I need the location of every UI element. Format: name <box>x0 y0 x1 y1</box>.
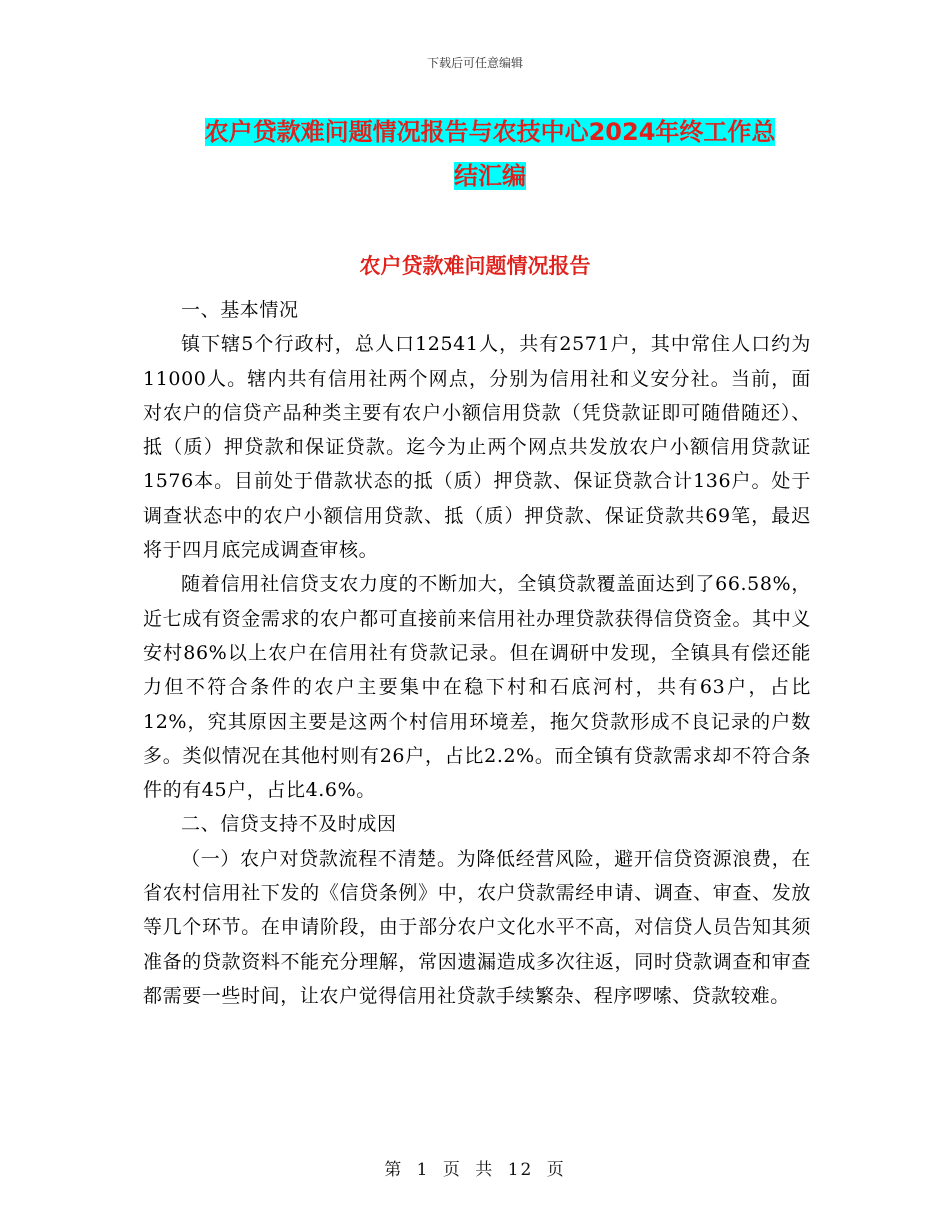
heading-basic-situation: 一、基本情况 <box>181 299 299 321</box>
footer-total-unit: 页 <box>546 1160 566 1180</box>
section-title: 农户贷款难问题情况报告 <box>359 254 591 278</box>
footer-page-label: 第 <box>384 1160 404 1180</box>
document-title <box>140 110 840 198</box>
document-body <box>143 293 811 1013</box>
document-title-line-1: 农户贷款难问题情况报告与农技中心2024年终工作总 <box>204 118 776 146</box>
footer-page-number: 1 <box>416 1160 430 1180</box>
paragraph-process: （一）农户对贷款流程不清楚。为降低经营风险，避开信贷资源浪费，在省农村信用社下发的《信贷条例》中，农户贷款需经申请、调查、审查、发放等几个环节。在申请阶段，由于部分农户文化水平不高，对信贷人员告知其须准备的贷款资料不能充分理解，常因遗漏造成多次往返，同时贷款调查和审查都需要一些时间，让农户觉得信用社贷款手续繁杂、程序啰嗦、贷款较难。 <box>143 847 811 1007</box>
footer-page-unit: 页 <box>442 1160 462 1180</box>
footer-total-pages: 12 <box>507 1160 534 1180</box>
header-note: 下载后可任意编辑 <box>426 56 523 70</box>
page-footer <box>0 1155 950 1180</box>
paragraph-coverage: 随着信用社信贷支农力度的不断加大，全镇贷款覆盖面达到了66.58%，近七成有资金需求的农户都可直接前来信用社办理贷款获得信贷资金。其中义安村86%以上农户在信用社有贷款记录。但在调研中发现，全镇具有偿还能力但不符合条件的农户主要集中在稳下村和石底河村，共有63户，占比12%，究其原因主要是这两个村信用环境差，拖欠贷款形成不良记录的户数多。类似情况在其他村则有26户，占比2.2%。而全镇有贷款需求却不符合条件的有45户，占比4.6%。 <box>143 573 811 802</box>
footer-total-label: 共 <box>475 1160 495 1180</box>
paragraph-overview: 镇下辖5个行政村，总人口12541人，共有2571户，其中常住人口约为11000人。辖内共有信用社两个网点，分别为信用社和义安分社。当前，面对农户的信贷产品种类主要有农户小额信用贷款（凭贷款证即可随借随还）、抵（质）押贷款和保证贷款。迄今为止两个网点共发放农户小额信用贷款证1576本。目前处于借款状态的抵（质）押贷款、保证贷款合计136户。处于调查状态中的农户小额信用贷款、抵（质）押贷款、保证贷款共69笔，最迟将于四月底完成调查审核。 <box>143 333 811 562</box>
document-title-line-2: 结汇编 <box>454 162 526 190</box>
heading-causes: 二、信贷支持不及时成因 <box>181 813 397 836</box>
